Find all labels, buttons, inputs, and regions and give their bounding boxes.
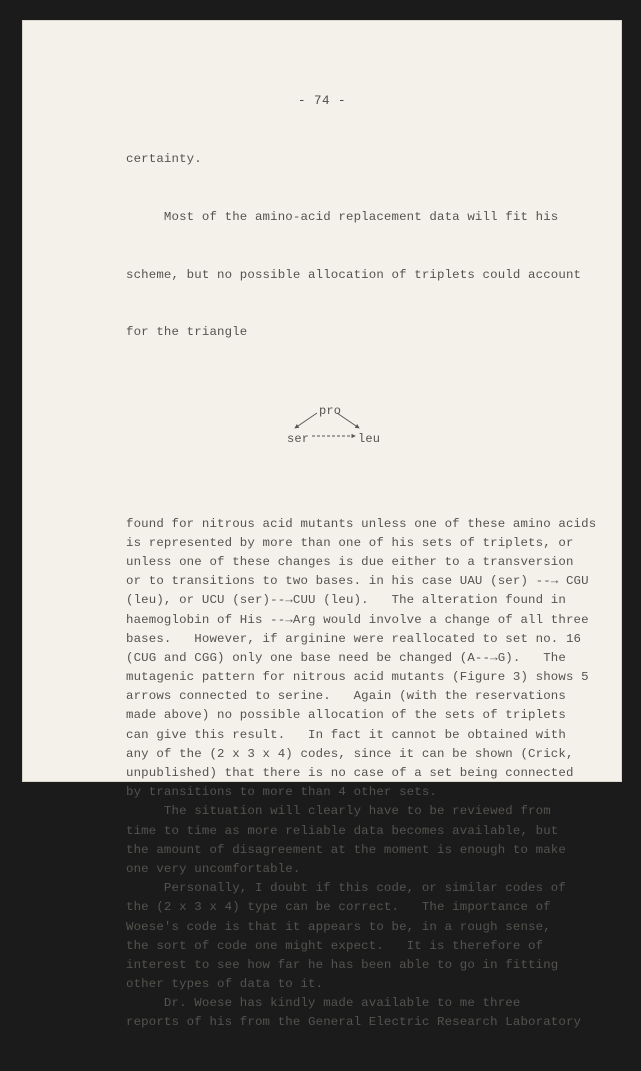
text-line: any of the (2 x 3 x 4) codes, since it can be shown (Crick, <box>126 746 574 761</box>
text-line: found for nitrous acid mutants unless one of these amino acids <box>126 516 597 531</box>
text-line: is represented by more than one of his sets of triplets, or <box>126 535 574 550</box>
text-line: the sort of code one might expect. It is therefore of <box>126 938 544 953</box>
text-line: bases. However, if arginine were reallocated to set no. 16 <box>126 631 582 646</box>
text-line: made above) no possible allocation of the sets of triplets <box>126 708 566 723</box>
text-line: Most of the amino-acid replacement data will fit his <box>126 210 559 224</box>
text-line: one very uncomfortable. <box>126 861 301 876</box>
text-line: arrows connected to serine. Again (with the reservations <box>126 689 566 704</box>
text-line: unpublished) that there is no case of a set being connected <box>126 766 574 781</box>
text-line: reports of his from the General Electric Research Laboratory <box>126 1015 582 1030</box>
text-line: the amount of disagreement at the moment is enough to make <box>126 842 566 857</box>
text-line: certainty. <box>126 152 202 167</box>
text-line: for the triangle <box>126 325 248 340</box>
arrow-pro-to-ser <box>295 413 317 428</box>
text-line: interest to see how far he has been able to go in fitting <box>126 957 559 972</box>
text-line: mutagenic pattern for nitrous acid mutants (Figure 3) shows 5 <box>126 670 589 685</box>
amino-acid-triangle-diagram <box>126 400 596 457</box>
page-number: - 74 - <box>297 94 346 108</box>
text-line: can give this result. In fact it cannot be obtained with <box>126 727 566 742</box>
text-line: time to time as more reliable data becomes available, but <box>126 823 559 838</box>
text-line: The situation will clearly have to be reviewed from <box>126 804 551 819</box>
triangle-label-pro: pro <box>319 403 342 418</box>
text-line: unless one of these changes is due either to a transversion <box>126 554 574 569</box>
text-line: or to transitions to two bases. in his case UAU (ser) --→ CGU <box>126 574 589 589</box>
triangle-label-ser: ser <box>287 431 310 446</box>
text-line: (leu), or UCU (ser)--→CUU (leu). The alteration found in <box>126 593 566 608</box>
text-line: scheme, but no possible allocation of triplets could account <box>126 267 582 282</box>
text-line: by transitions to more than 4 other sets. <box>126 785 438 800</box>
document-page <box>22 20 622 1030</box>
typed-body-text <box>126 112 596 1071</box>
text-line: the (2 x 3 x 4) type can be correct. The importance of <box>126 900 551 915</box>
text-line: (CUG and CGG) only one base need be changed (A--→G). The <box>126 650 566 665</box>
triangle-label-leu: leu <box>358 431 381 446</box>
text-line: Personally, I doubt if this code, or similar codes of <box>126 881 566 896</box>
paragraph-block <box>126 515 596 1033</box>
text-line: other types of data to it. <box>126 977 324 992</box>
text-line: Woese's code is that it appears to be, in a rough sense, <box>126 919 551 934</box>
text-line: Dr. Woese has kindly made available to me three <box>126 996 521 1011</box>
text-line: haemoglobin of His --→Arg would involve a change of all three <box>126 612 589 627</box>
